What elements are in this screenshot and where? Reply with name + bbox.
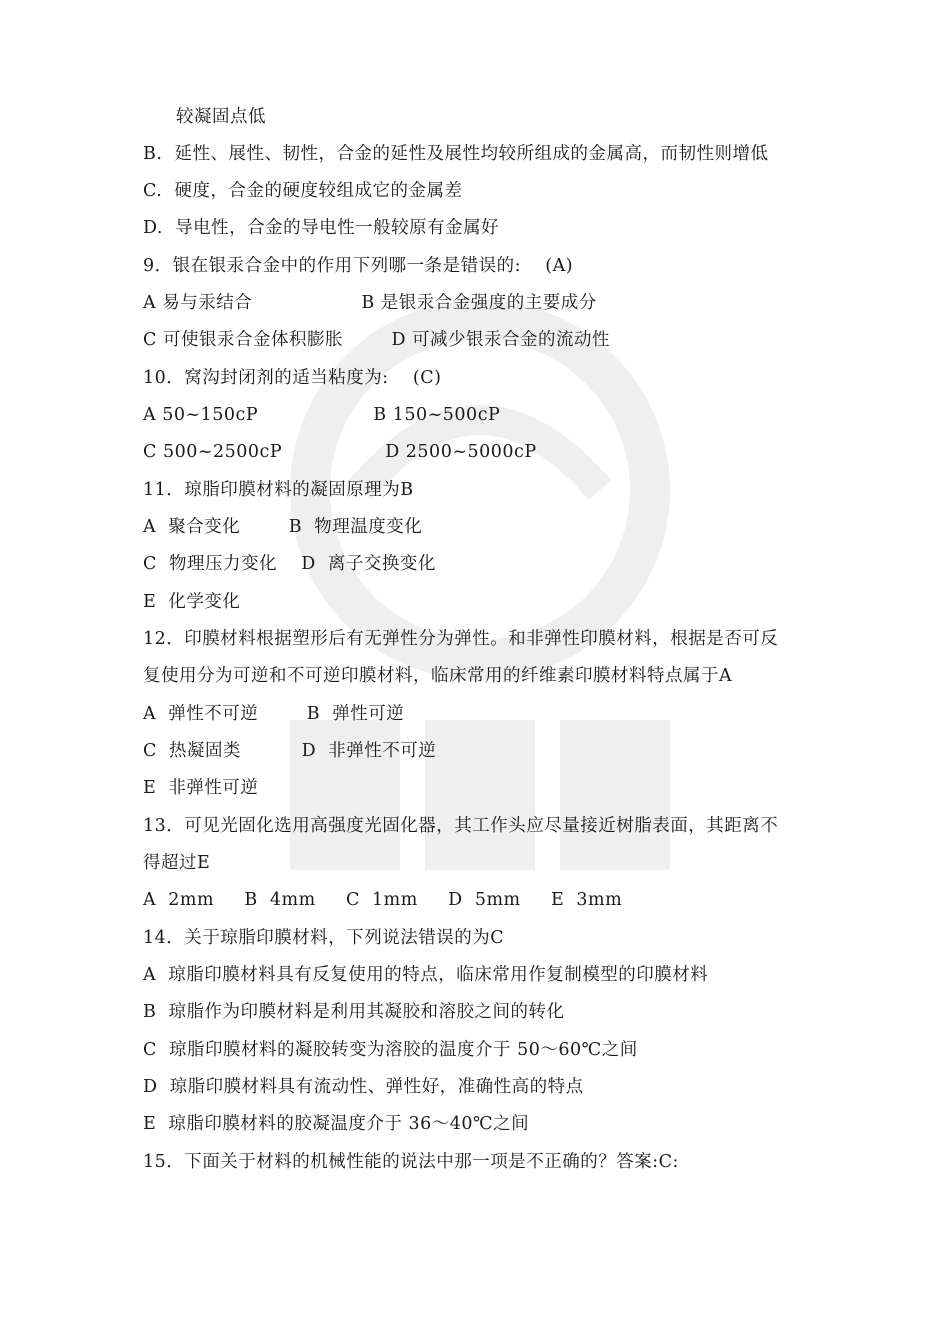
question-10: 10．窝沟封闭剂的适当粘度为: (C) — [143, 368, 442, 388]
options-row: C 500~2500cP D 2500~5000cP — [143, 442, 537, 462]
options-row: C 热凝固类 D 非弹性不可逆 — [143, 741, 437, 761]
question-12-cont: 复使用分为可逆和不可逆印膜材料，临床常用的纤维素印膜材料特点属于A — [143, 666, 733, 686]
option-line: E 琼脂印膜材料的胶凝温度介于 36～40℃之间 — [143, 1114, 530, 1134]
option-line: C 琼脂印膜材料的凝胶转变为溶胶的温度介于 50～60℃之间 — [143, 1040, 638, 1060]
text-line: 较凝固点低 — [176, 107, 266, 127]
options-row: C 物理压力变化 D 离子交换变化 — [143, 554, 436, 574]
question-11: 11．琼脂印膜材料的凝固原理为B — [143, 480, 414, 500]
option-line: D 琼脂印膜材料具有流动性、弹性好，准确性高的特点 — [143, 1077, 584, 1097]
option-line: A 琼脂印膜材料具有反复使用的特点，临床常用作复制模型的印膜材料 — [143, 965, 709, 985]
options-row: A 50~150cP B 150~500cP — [143, 405, 501, 425]
options-row: C 可使银汞合金体积膨胀 D 可减少银汞合金的流动性 — [143, 330, 611, 350]
question-12: 12．印膜材料根据塑形后有无弹性分为弹性。和非弹性印膜材料，根据是否可反 — [143, 629, 779, 649]
options-row: E 化学变化 — [143, 592, 241, 612]
text-line: C. 硬度，合金的硬度较组成它的金属差 — [143, 181, 463, 201]
options-row: E 非弹性可逆 — [143, 778, 259, 798]
question-13-cont: 得超过E — [143, 853, 211, 873]
question-13: 13．可见光固化选用高强度光固化器，其工作头应尽量接近树脂表面，其距离不 — [143, 816, 779, 836]
question-9: 9．银在银汞合金中的作用下列哪一条是错误的: (A) — [143, 256, 574, 276]
text-line: D. 导电性，合金的导电性一般较原有金属好 — [143, 218, 500, 238]
options-row: A 2mm B 4mm C 1mm D 5mm E 3mm — [143, 890, 623, 910]
text-line: B. 延性、展性、韧性，合金的延性及展性均较所组成的金属高，而韧性则增低 — [143, 144, 769, 164]
options-row: A 易与汞结合 B 是银汞合金强度的主要成分 — [143, 293, 597, 313]
option-line: B 琼脂作为印膜材料是利用其凝胶和溶胶之间的转化 — [143, 1002, 565, 1022]
options-row: A 弹性不可逆 B 弹性可逆 — [143, 704, 405, 724]
question-15: 15．下面关于材料的机械性能的说法中那一项是不正确的？答案:C: — [143, 1152, 679, 1172]
question-14: 14．关于琼脂印膜材料，下列说法错误的为C — [143, 928, 505, 948]
options-row: A 聚合变化 B 物理温度变化 — [143, 517, 423, 537]
